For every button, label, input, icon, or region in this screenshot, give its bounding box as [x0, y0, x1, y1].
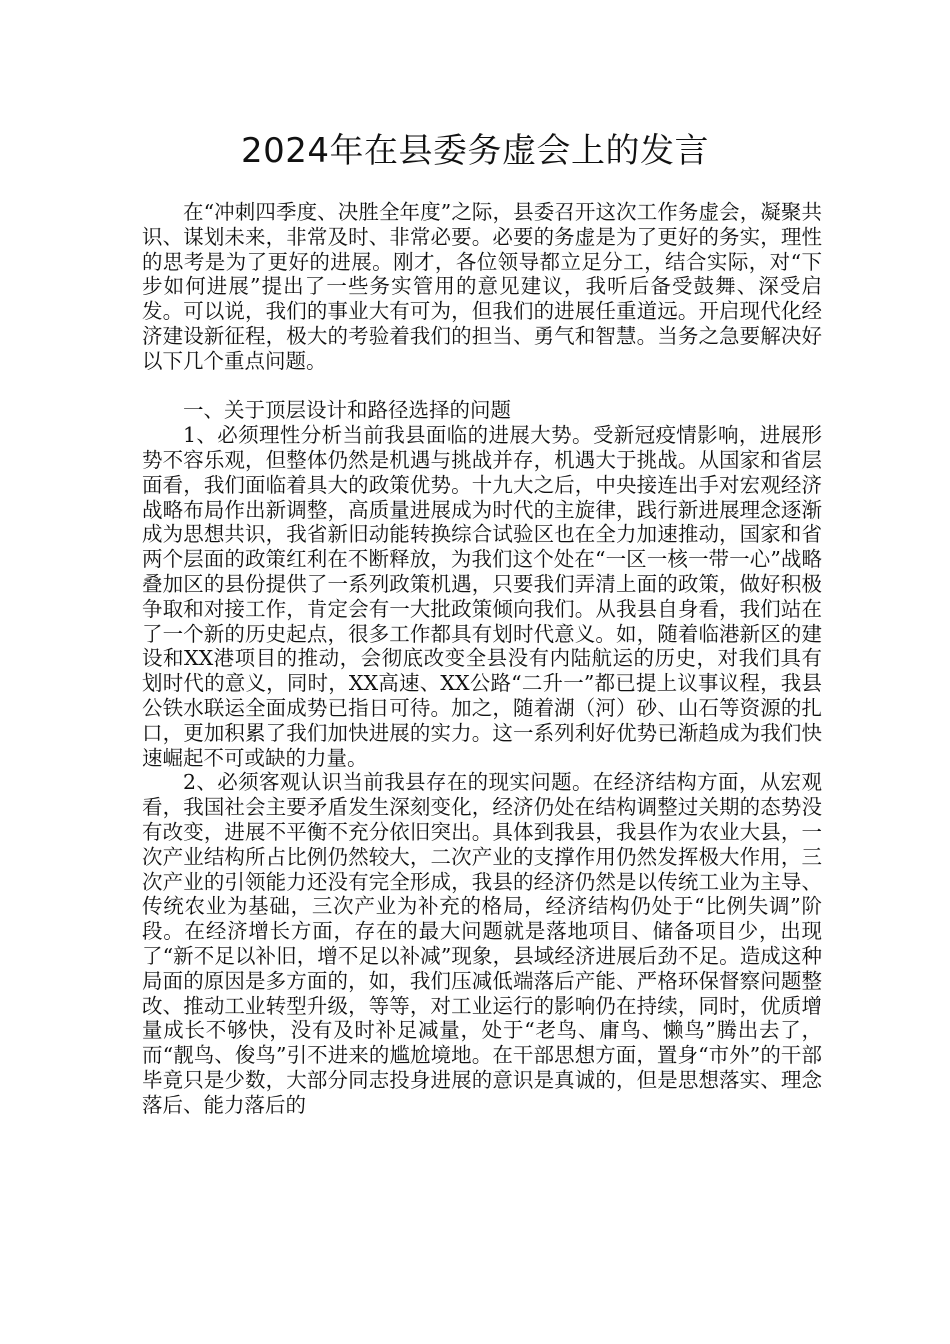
- body-paragraph: 1、必须理性分析当前我县面临的进展大势。受新冠疫情影响，进展形势不容乐观，但整体仍然是机遇与挑战并存，机遇大于挑战。从国家和省层面看，我们面临着具大的政策优势。十九大之后，中央接连出手对宏观经济战略布局作出新调整，高质量进展成为时代的主旋律，践行新进展理念逐渐成为思想共识，我省新旧动能转换综合试验区也在全力加速推动，国家和省两个层面的政策红利在不断释放，为我们这个处在“一区一核一带一心”战略叠加区的县份提供了一系列政策机遇，只要我们弄清上面的政策，做好积极争取和对接工作，肯定会有一大批政策倾向我们。从我县自身看，我们站在了一个新的历史起点，很多工作都具有划时代意义。如，随着临港新区的建设和XX港项目的推动，会彻底改变全县没有内陆航运的历史，对我们具有划时代的意义，同时，XX高速、XX公路“二升一”都已提上议事议程，我县公铁水联运全面成势已指日可待。加之，随着湖（河）砂、山石等资源的扎口，更加积累了我们加快进展的实力。这一系列利好优势已渐趋成为我们快速崛起不可或缺的力量。: [142, 423, 822, 770]
- body-paragraph: 2、必须客观认识当前我县存在的现实问题。在经济结构方面，从宏观看，我国社会主要矛盾发生深刻变化，经济仍处在结构调整过关期的态势没有改变，进展不平衡不充分依旧突出。具体到我县，我县作为农业大县，一次产业结构所占比例仍然较大，二次产业的支撑作用仍然发挥极大作用，三次产业的引领能力还没有完全形成，我县的经济仍然是以传统工业为主导、传统农业为基础，三次产业为补充的格局，经济结构仍处于“比例失调”阶段。在经济增长方面，存在的最大问题就是落地项目、储备项目少，出现了“新不足以补旧，增不足以补减”现象，县域经济进展后劲不足。造成这种局面的原因是多方面的，如，我们压减低端落后产能、严格环保督察问题整改、推动工业转型升级，等等，对工业运行的影响仍在持续，同时，优质增量成长不够快，没有及时补足减量，处于“老鸟、庸鸟、懒鸟”腾出去了，而“靓鸟、俊鸟”引不进来的尴尬境地。在干部思想方面，置身“市外”的干部毕竟只是少数，大部分同志投身进展的意识是真诚的，但是思想落实、理念落后、能力落后的: [142, 770, 822, 1117]
- intro-paragraph: 在“冲刺四季度、决胜全年度”之际，县委召开这次工作务虚会，凝聚共识、谋划未来，非常及时、非常必要。必要的务虚是为了更好的务实，理性的思考是为了更好的进展。刚才，各位领导都立足分工，结合实际，对“下步如何进展”提出了一些务实管用的意见建议，我听后备受鼓舞、深受启发。可以说，我们的事业大有可为，但我们的进展任重道远。开启现代化经济建设新征程，极大的考验着我们的担当、勇气和智慧。当务之急要解决好以下几个重点问题。: [142, 200, 822, 373]
- document-body: [142, 200, 822, 1117]
- section-heading: 一、关于顶层设计和路径选择的问题: [183, 398, 511, 423]
- document-title: 2024年在县委务虚会上的发言: [240, 131, 710, 171]
